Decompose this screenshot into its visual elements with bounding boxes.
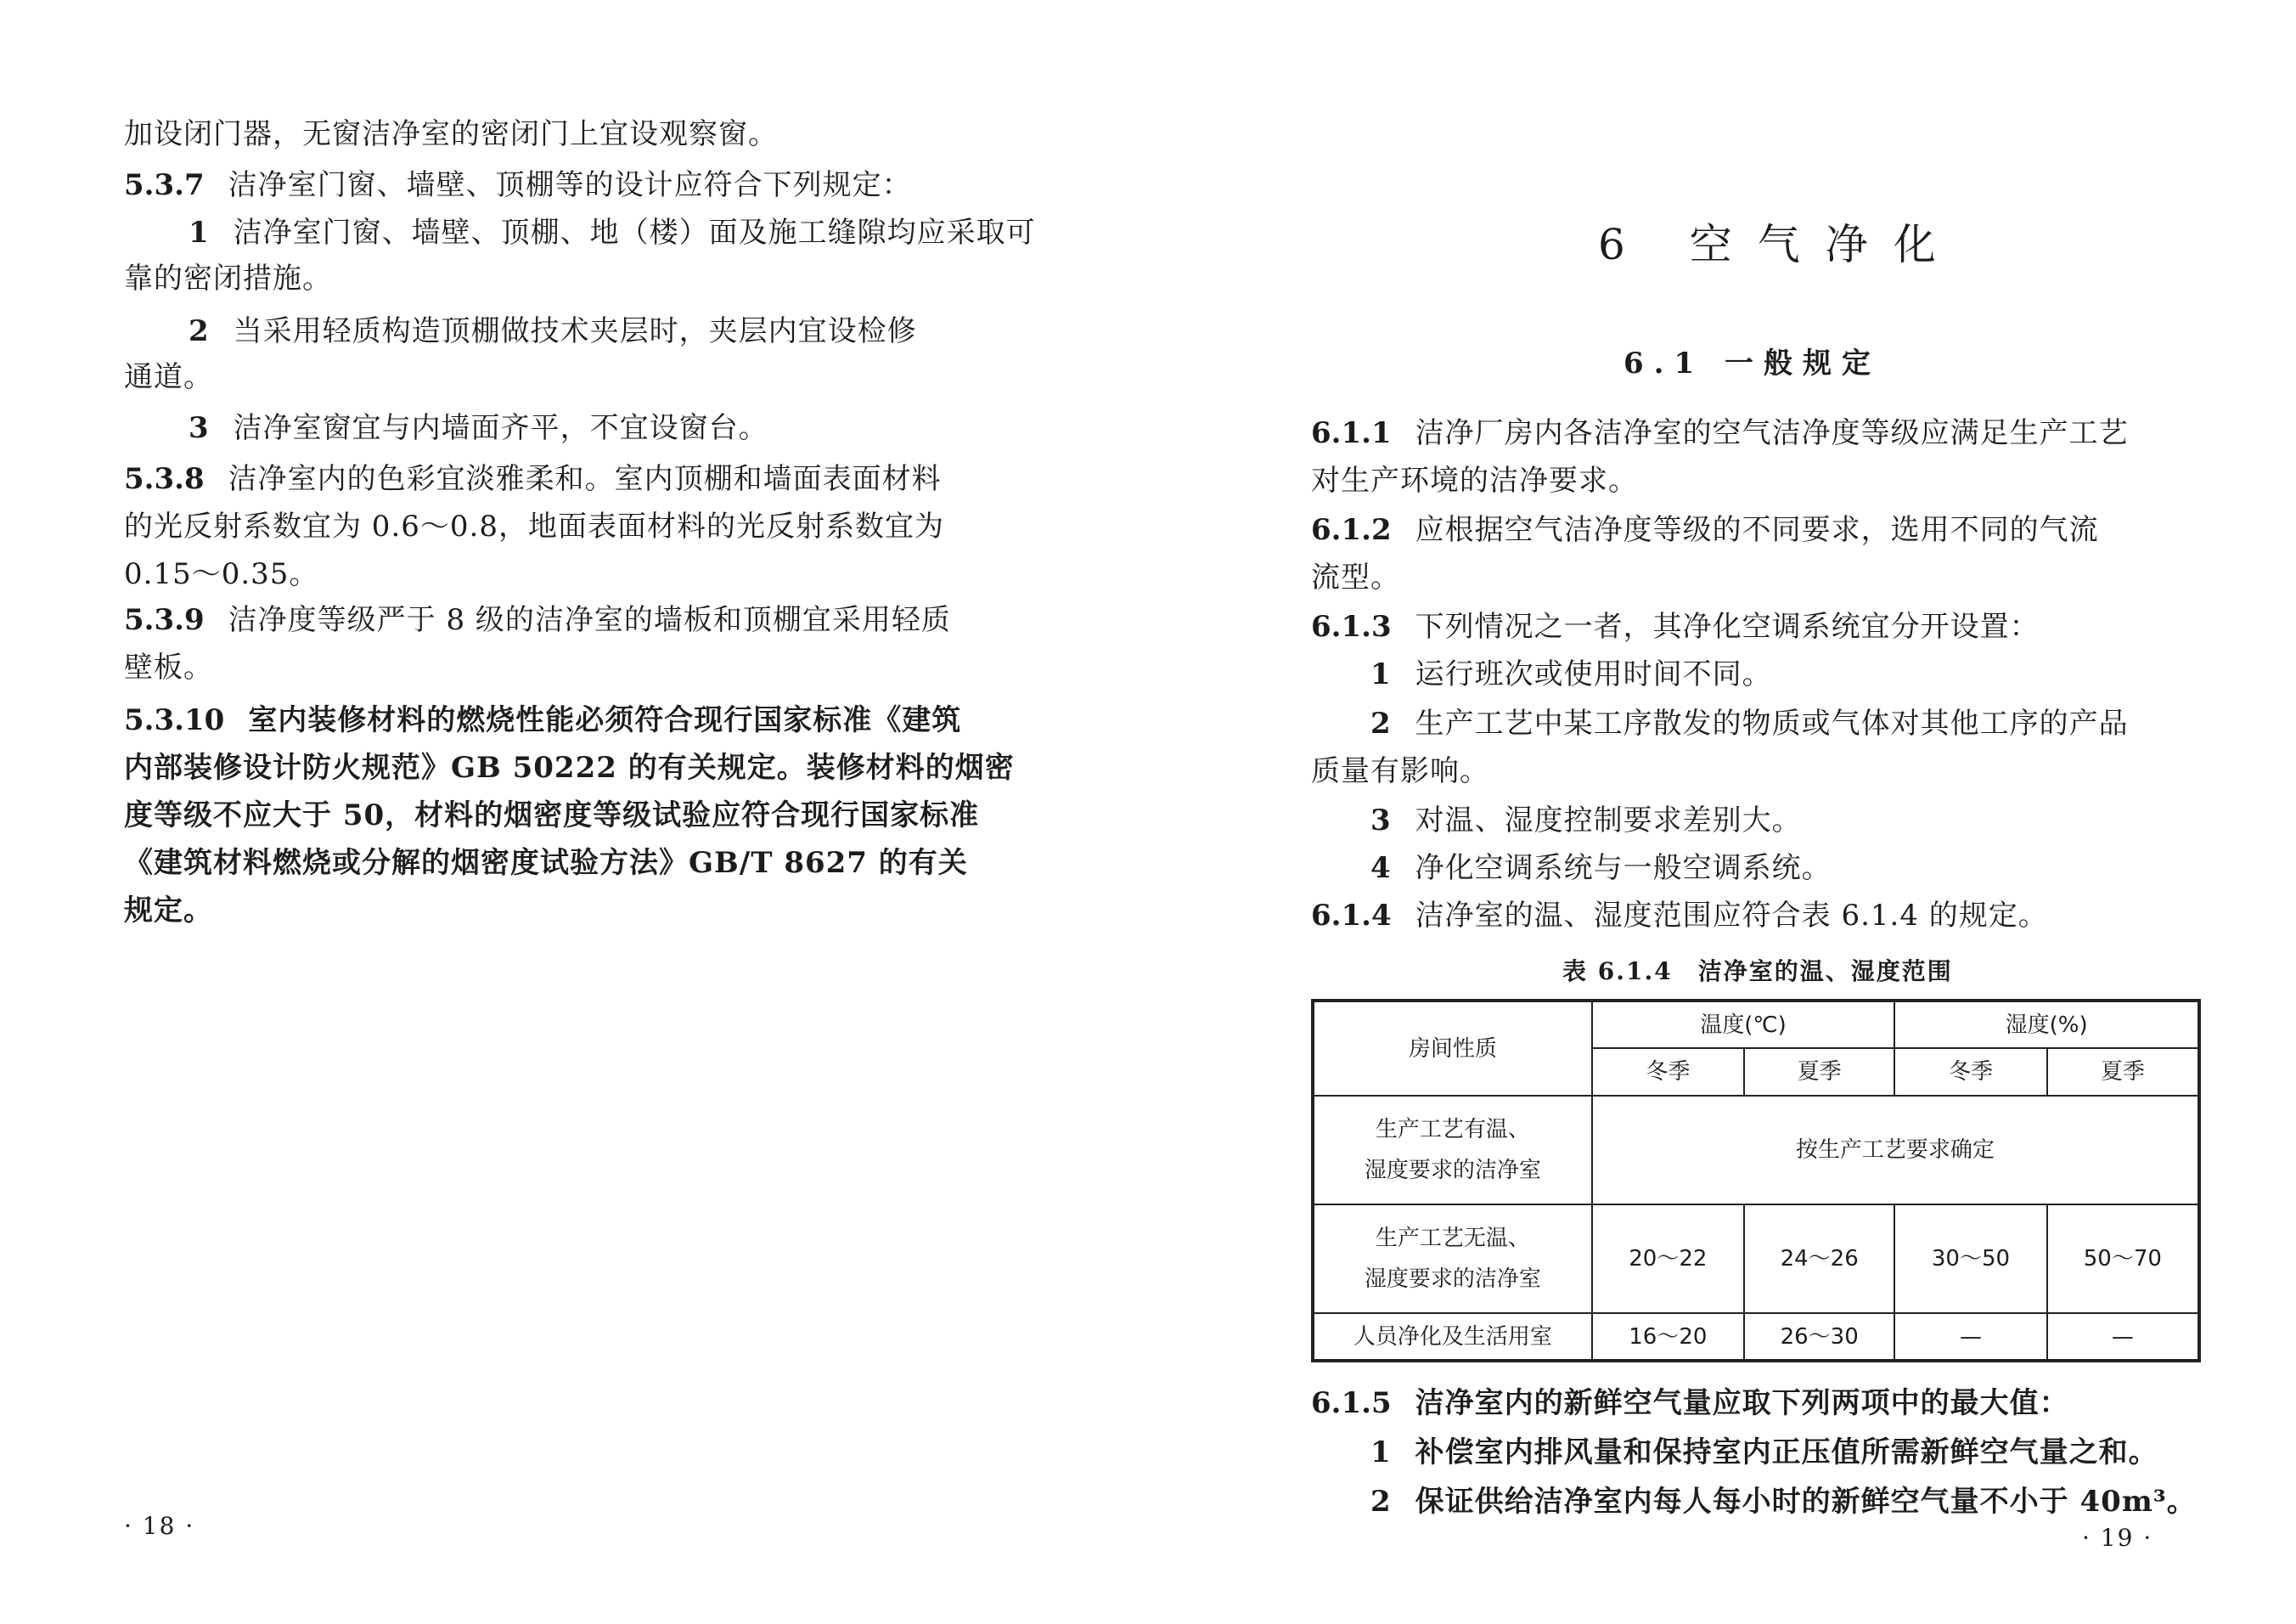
clause-5-3-9 <box>124 596 951 644</box>
page-number: · 19 · <box>2082 1524 2153 1552</box>
right-page <box>1148 0 2296 1624</box>
clause-text: 洁净室内的新鲜空气量应取下列两项中的最大值： <box>1415 1386 2069 1420</box>
clause-text: 应根据空气洁净度等级的不同要求，选用不同的气流 <box>1415 513 2099 547</box>
clause-text: 室内装修材料的燃烧性能必须符合现行国家标准《建筑 <box>248 703 962 737</box>
row-label: 人员净化及生活用室 <box>1313 1313 1592 1361</box>
item-number: 2 <box>1370 1485 1392 1519</box>
table-cell: 24～26 <box>1744 1204 1894 1313</box>
clause-6-1-1-line2: 对生产环境的洁净要求。 <box>1311 464 1638 498</box>
item-number: 3 <box>189 411 210 445</box>
list-item-cont: 质量有影响。 <box>1311 754 1489 788</box>
header-humidity: 湿度(%) <box>1894 1001 2199 1048</box>
clause-6-1-2 <box>1311 506 2099 554</box>
item-text: 生产工艺中某工序散发的物质或气体对其他工序的产品 <box>1415 707 2129 741</box>
clause-5-3-8 <box>124 455 942 503</box>
clause-5-3-7 <box>124 161 912 209</box>
table-cell: 50～70 <box>2047 1204 2199 1313</box>
clause-text: 下列情况之一者，其净化空调系统宜分开设置： <box>1415 610 2040 644</box>
item-number: 2 <box>1370 707 1392 741</box>
table-cell: — <box>2047 1313 2199 1361</box>
table-row <box>1313 1204 2199 1313</box>
chapter-title: 6 空气净化 <box>1598 220 1961 269</box>
item-text: 当采用轻质构造顶棚做技术夹层时，夹层内宜设检修 <box>233 314 917 348</box>
item-text: 洁净室窗宜与内墙面齐平，不宜设窗台。 <box>233 411 768 445</box>
table-caption: 表 6.1.4 洁净室的温、湿度范围 <box>1562 957 1953 985</box>
item-text: 净化空调系统与一般空调系统。 <box>1415 851 1832 885</box>
list-item-1-cont: 靠的密闭措施。 <box>124 262 332 296</box>
list-item <box>1370 1429 2158 1476</box>
clause-number: 6.1.1 <box>1311 416 1392 450</box>
item-number: 3 <box>1370 804 1392 837</box>
clause-5-3-8-line3: 0.15～0.35。 <box>124 557 319 591</box>
clause-5-3-10-line3: 度等级不应大于 50，材料的烟密度等级试验应符合现行国家标准 <box>124 798 980 832</box>
clause-6-1-5 <box>1311 1379 2069 1427</box>
temperature-humidity-table <box>1311 999 2201 1362</box>
row-label <box>1313 1096 1592 1204</box>
clause-6-1-3 <box>1311 603 2040 651</box>
clause-text: 洁净室的温、湿度范围应符合表 6.1.4 的规定。 <box>1415 899 2048 933</box>
list-item <box>1370 797 1802 844</box>
row-label-line: 湿度要求的洁净室 <box>1364 1158 1541 1183</box>
item-number: 2 <box>189 314 210 348</box>
list-item-2-cont: 通道。 <box>124 360 213 394</box>
page-number: · 18 · <box>124 1512 195 1540</box>
row-label-line: 湿度要求的洁净室 <box>1364 1266 1541 1292</box>
table-row <box>1313 1313 2199 1361</box>
item-text: 保证供给洁净室内每人每小时的新鲜空气量不小于 40m³。 <box>1415 1485 2197 1519</box>
merged-value-cell: 按生产工艺要求确定 <box>1592 1096 2199 1204</box>
table-header-row <box>1313 1001 2199 1048</box>
item-number: 4 <box>1370 851 1392 885</box>
clause-number: 6.1.2 <box>1311 513 1392 547</box>
clause-text: 洁净厂房内各洁净室的空气洁净度等级应满足生产工艺 <box>1415 416 2129 450</box>
header-humid-summer: 夏季 <box>2047 1048 2199 1096</box>
list-item-3 <box>189 404 768 452</box>
item-text: 对温、湿度控制要求差别大。 <box>1415 804 1802 837</box>
table-cell: 20～22 <box>1592 1204 1744 1313</box>
clause-number: 5.3.8 <box>124 462 205 496</box>
header-humid-winter: 冬季 <box>1894 1048 2046 1096</box>
table-cell: 16～20 <box>1592 1313 1744 1361</box>
clause-6-1-4 <box>1311 892 2048 939</box>
item-text: 洁净室门窗、墙壁、顶棚、地（楼）面及施工缝隙均应采取可 <box>233 216 1036 250</box>
item-number: 1 <box>1370 657 1392 691</box>
clause-5-3-10-line4: 《建筑材料燃烧或分解的烟密度试验方法》GB/T 8627 的有关 <box>124 846 968 880</box>
clause-6-1-2-line2: 流型。 <box>1311 561 1400 595</box>
clause-number: 5.3.10 <box>124 703 225 737</box>
row-label <box>1313 1204 1592 1313</box>
clause-text: 洁净度等级严于 8 级的洁净室的墙板和顶棚宜采用轻质 <box>228 603 951 637</box>
table-cell: 30～50 <box>1894 1204 2046 1313</box>
item-number: 1 <box>1370 1435 1392 1469</box>
list-item <box>1370 651 1772 698</box>
clause-6-1-1 <box>1311 409 2129 457</box>
list-item <box>1370 844 1832 892</box>
clause-5-3-9-line2: 壁板。 <box>124 651 213 685</box>
clause-number: 6.1.5 <box>1311 1386 1392 1420</box>
header-temp-winter: 冬季 <box>1592 1048 1744 1096</box>
clause-number: 6.1.3 <box>1311 610 1392 644</box>
table-cell: — <box>1894 1313 2046 1361</box>
clause-text: 洁净室门窗、墙壁、顶棚等的设计应符合下列规定： <box>228 168 912 202</box>
clause-5-3-10 <box>124 696 961 744</box>
header-room-type: 房间性质 <box>1313 1001 1592 1096</box>
paragraph-continuation: 加设闭门器，无窗洁净室的密闭门上宜设观察窗。 <box>124 117 778 151</box>
clause-number: 5.3.9 <box>124 603 205 637</box>
clause-text: 洁净室内的色彩宜淡雅柔和。室内顶棚和墙面表面材料 <box>228 462 942 496</box>
section-title: 6.1 一般规定 <box>1624 347 1881 381</box>
list-item <box>1370 1478 2197 1525</box>
header-temperature: 温度(℃) <box>1592 1001 1895 1048</box>
row-label-line: 生产工艺无温、 <box>1375 1226 1530 1251</box>
item-number: 1 <box>189 216 210 250</box>
list-item-2 <box>189 307 917 355</box>
list-item <box>1370 700 2129 747</box>
list-item-1 <box>189 209 1036 257</box>
item-text: 运行班次或使用时间不同。 <box>1415 657 1772 691</box>
clause-number: 6.1.4 <box>1311 899 1392 933</box>
clause-number: 5.3.7 <box>124 168 205 202</box>
clause-5-3-10-line2: 内部装修设计防火规范》GB 50222 的有关规定。装修材料的烟密 <box>124 751 1015 785</box>
clause-5-3-10-line5: 规定。 <box>124 894 213 928</box>
table-row <box>1313 1096 2199 1204</box>
table-cell: 26～30 <box>1744 1313 1894 1361</box>
header-temp-summer: 夏季 <box>1744 1048 1894 1096</box>
clause-5-3-8-line2: 的光反射系数宜为 0.6～0.8，地面表面材料的光反射系数宜为 <box>124 510 944 544</box>
row-label-line: 生产工艺有温、 <box>1375 1117 1530 1142</box>
item-text: 补偿室内排风量和保持室内正压值所需新鲜空气量之和。 <box>1415 1435 2158 1469</box>
